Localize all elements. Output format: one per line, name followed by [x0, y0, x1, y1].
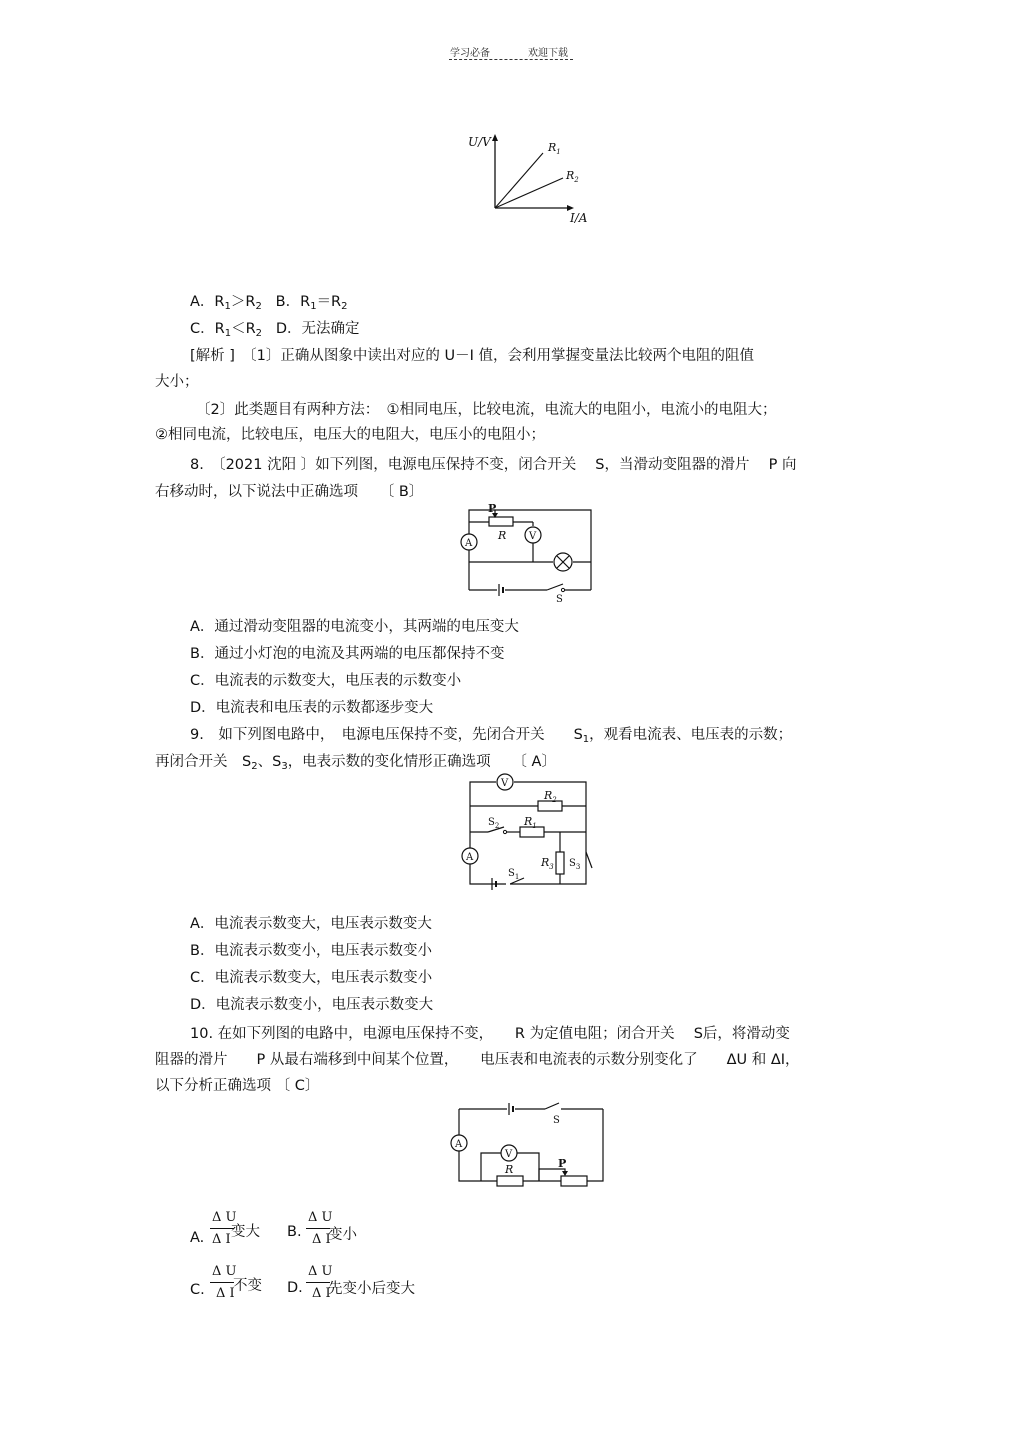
- q10-opt-a: A.: [190, 1230, 205, 1246]
- q8-opt-b: B．通过小灯泡的电流及其两端的电压都保持不变: [190, 646, 505, 662]
- q10-switch: [545, 1103, 559, 1109]
- q10-circuit: [445, 1097, 615, 1195]
- r2-label: $R_2$: [566, 169, 579, 184]
- q7-opt-d: D．无法确定: [275, 321, 360, 337]
- q7-options-row2: C．$R_1<R_2$ D．无法确定: [190, 321, 360, 339]
- header-divider: [449, 59, 573, 60]
- q10-stem-l1: 10. 在如下列图的电路中，电源电压保持不变， R 为定值电阻；闭合开关 S后，将滑动变: [190, 1026, 790, 1042]
- r1-label: $R_1$: [548, 141, 561, 156]
- q10-opt-b-text: 变小: [328, 1227, 357, 1243]
- q9-label-a: A: [466, 852, 474, 863]
- q9-r3: [556, 852, 564, 874]
- q9-label-s3: $S_3$: [569, 858, 581, 871]
- q10-opt-d: D.: [287, 1280, 303, 1296]
- q10-opt-b: B.: [287, 1224, 302, 1240]
- q9-opt-b: B．电流表示数变小，电压表示数变小: [190, 943, 432, 959]
- q9-stem-l1: 9. 如下列图电路中， 电源电压保持不变，先闭合开关 $S_1$，观看电流表、电压表的示数；: [190, 727, 793, 745]
- q7-opt-a: A．R: [190, 294, 225, 310]
- q10-frac-d: Δ U Δ I: [308, 1264, 333, 1301]
- q9-label-r2: $R_2$: [544, 789, 557, 804]
- q7-analysis-l4: ②相同电流，比较电压，电压大的电阻大，电压小的电阻小；: [155, 427, 545, 443]
- q9-opt-a: A．电流表示数变大，电压表示数变大: [190, 916, 432, 932]
- q9-label-s1: $S_1$: [508, 868, 520, 881]
- q10-label-r: R: [505, 1163, 514, 1176]
- q9-s3-side: [586, 852, 592, 868]
- q10-frac-c: Δ U Δ I: [212, 1264, 237, 1301]
- q9-label-r3: $R_3$: [541, 856, 554, 871]
- q9-opt-c: C．电流表示数变大，电压表示数变小: [190, 970, 433, 986]
- q8-opt-c: C．电流表的示数变大，电压表的示数变小: [190, 673, 462, 689]
- q10-label-s: S: [553, 1115, 560, 1126]
- q7-analysis-l2: 大小；: [155, 374, 199, 390]
- q10-label-p: P: [558, 1157, 567, 1170]
- r2-line: [495, 178, 563, 208]
- header-left: 学习必备: [450, 48, 490, 59]
- q8-label-a: A: [465, 538, 473, 549]
- q9-r2: [538, 801, 562, 811]
- q10-label-v: V: [505, 1149, 513, 1160]
- q7-analysis-l1: [解析 ] 〔1〕正确从图象中读出对应的 U－I 值，会利用掌握变量法比较两个电阻的阻值: [190, 348, 755, 364]
- q10-frac-a: Δ U Δ I: [212, 1210, 237, 1247]
- q8-label-s: S: [556, 594, 563, 605]
- x-axis-label: I/A: [570, 211, 588, 225]
- q8-switch: [547, 584, 563, 590]
- y-axis-arrow: [492, 134, 498, 141]
- q10-slider: [562, 1171, 568, 1176]
- r1-line: [495, 153, 543, 208]
- q8-circuit: [455, 498, 605, 606]
- q10-resistor: [497, 1176, 523, 1186]
- q10-stem-l3: 以下分析正确选项 〔 C〕: [155, 1078, 320, 1094]
- q8-opt-d: D．电流表和电压表的示数都逐步变大: [190, 700, 434, 716]
- q7-opt-c: C．R: [190, 321, 225, 337]
- q8-rheostat: [489, 517, 513, 526]
- y-axis-label: U/V: [468, 135, 491, 149]
- q8-label-v: V: [529, 531, 537, 542]
- q9-opt-d: D．电流表示数变小，电压表示数变大: [190, 997, 434, 1013]
- q7-opt-b: B．R: [275, 294, 311, 310]
- q8-label-p: P: [488, 502, 497, 515]
- q10-rheostat: [561, 1176, 587, 1186]
- q9-stem-l2: 再闭合开关 $S_2$、$S_3$，电表示数的变化情形正确选项 〔 A〕: [155, 754, 556, 772]
- ui-graph: [460, 128, 600, 228]
- q9-label-s2: $S_2$: [488, 817, 500, 830]
- q10-opt-c: C.: [190, 1282, 205, 1298]
- q9-label-v: V: [501, 778, 509, 789]
- q7-options-row1: A．$R_1>R_2$ B．$R_1=R_2$: [190, 294, 348, 312]
- q10-frac-b: Δ U Δ I: [308, 1210, 333, 1247]
- q10-stem-l2: 阻器的滑片 P 从最右端移到中间某个位置， 电压表和电流表的示数分别变化了 ΔU 和 ΔI，: [155, 1052, 800, 1068]
- q9-circuit: [458, 772, 598, 894]
- q10-opt-c-text: 不变: [233, 1278, 262, 1294]
- q8-opt-a: A．通过滑动变阻器的电流变小，其两端的电压变大: [190, 619, 519, 635]
- q10-opt-d-text: 先变小后变大: [328, 1281, 415, 1297]
- q7-analysis-l3: 〔2〕此类题目有两种方法： ①相同电压，比较电流，电流大的电阻小，电流小的电阻大；: [196, 402, 777, 418]
- header-right: 欢迎下载: [528, 48, 568, 59]
- q10-label-a: A: [455, 1139, 463, 1150]
- q8-stem-l2: 右移动时，以下说法中正确选项 〔 B〕: [155, 484, 424, 500]
- q8-label-r: R: [498, 529, 507, 542]
- q8-stem-l1: 8. 〔2021 沈阳 〕如下列图，电源电压保持不变，闭合开关 S，当滑动变阻器的滑片 P 向: [190, 457, 797, 473]
- q9-label-r1: $R_1$: [524, 815, 537, 830]
- q10-opt-a-text: 变大: [231, 1224, 260, 1240]
